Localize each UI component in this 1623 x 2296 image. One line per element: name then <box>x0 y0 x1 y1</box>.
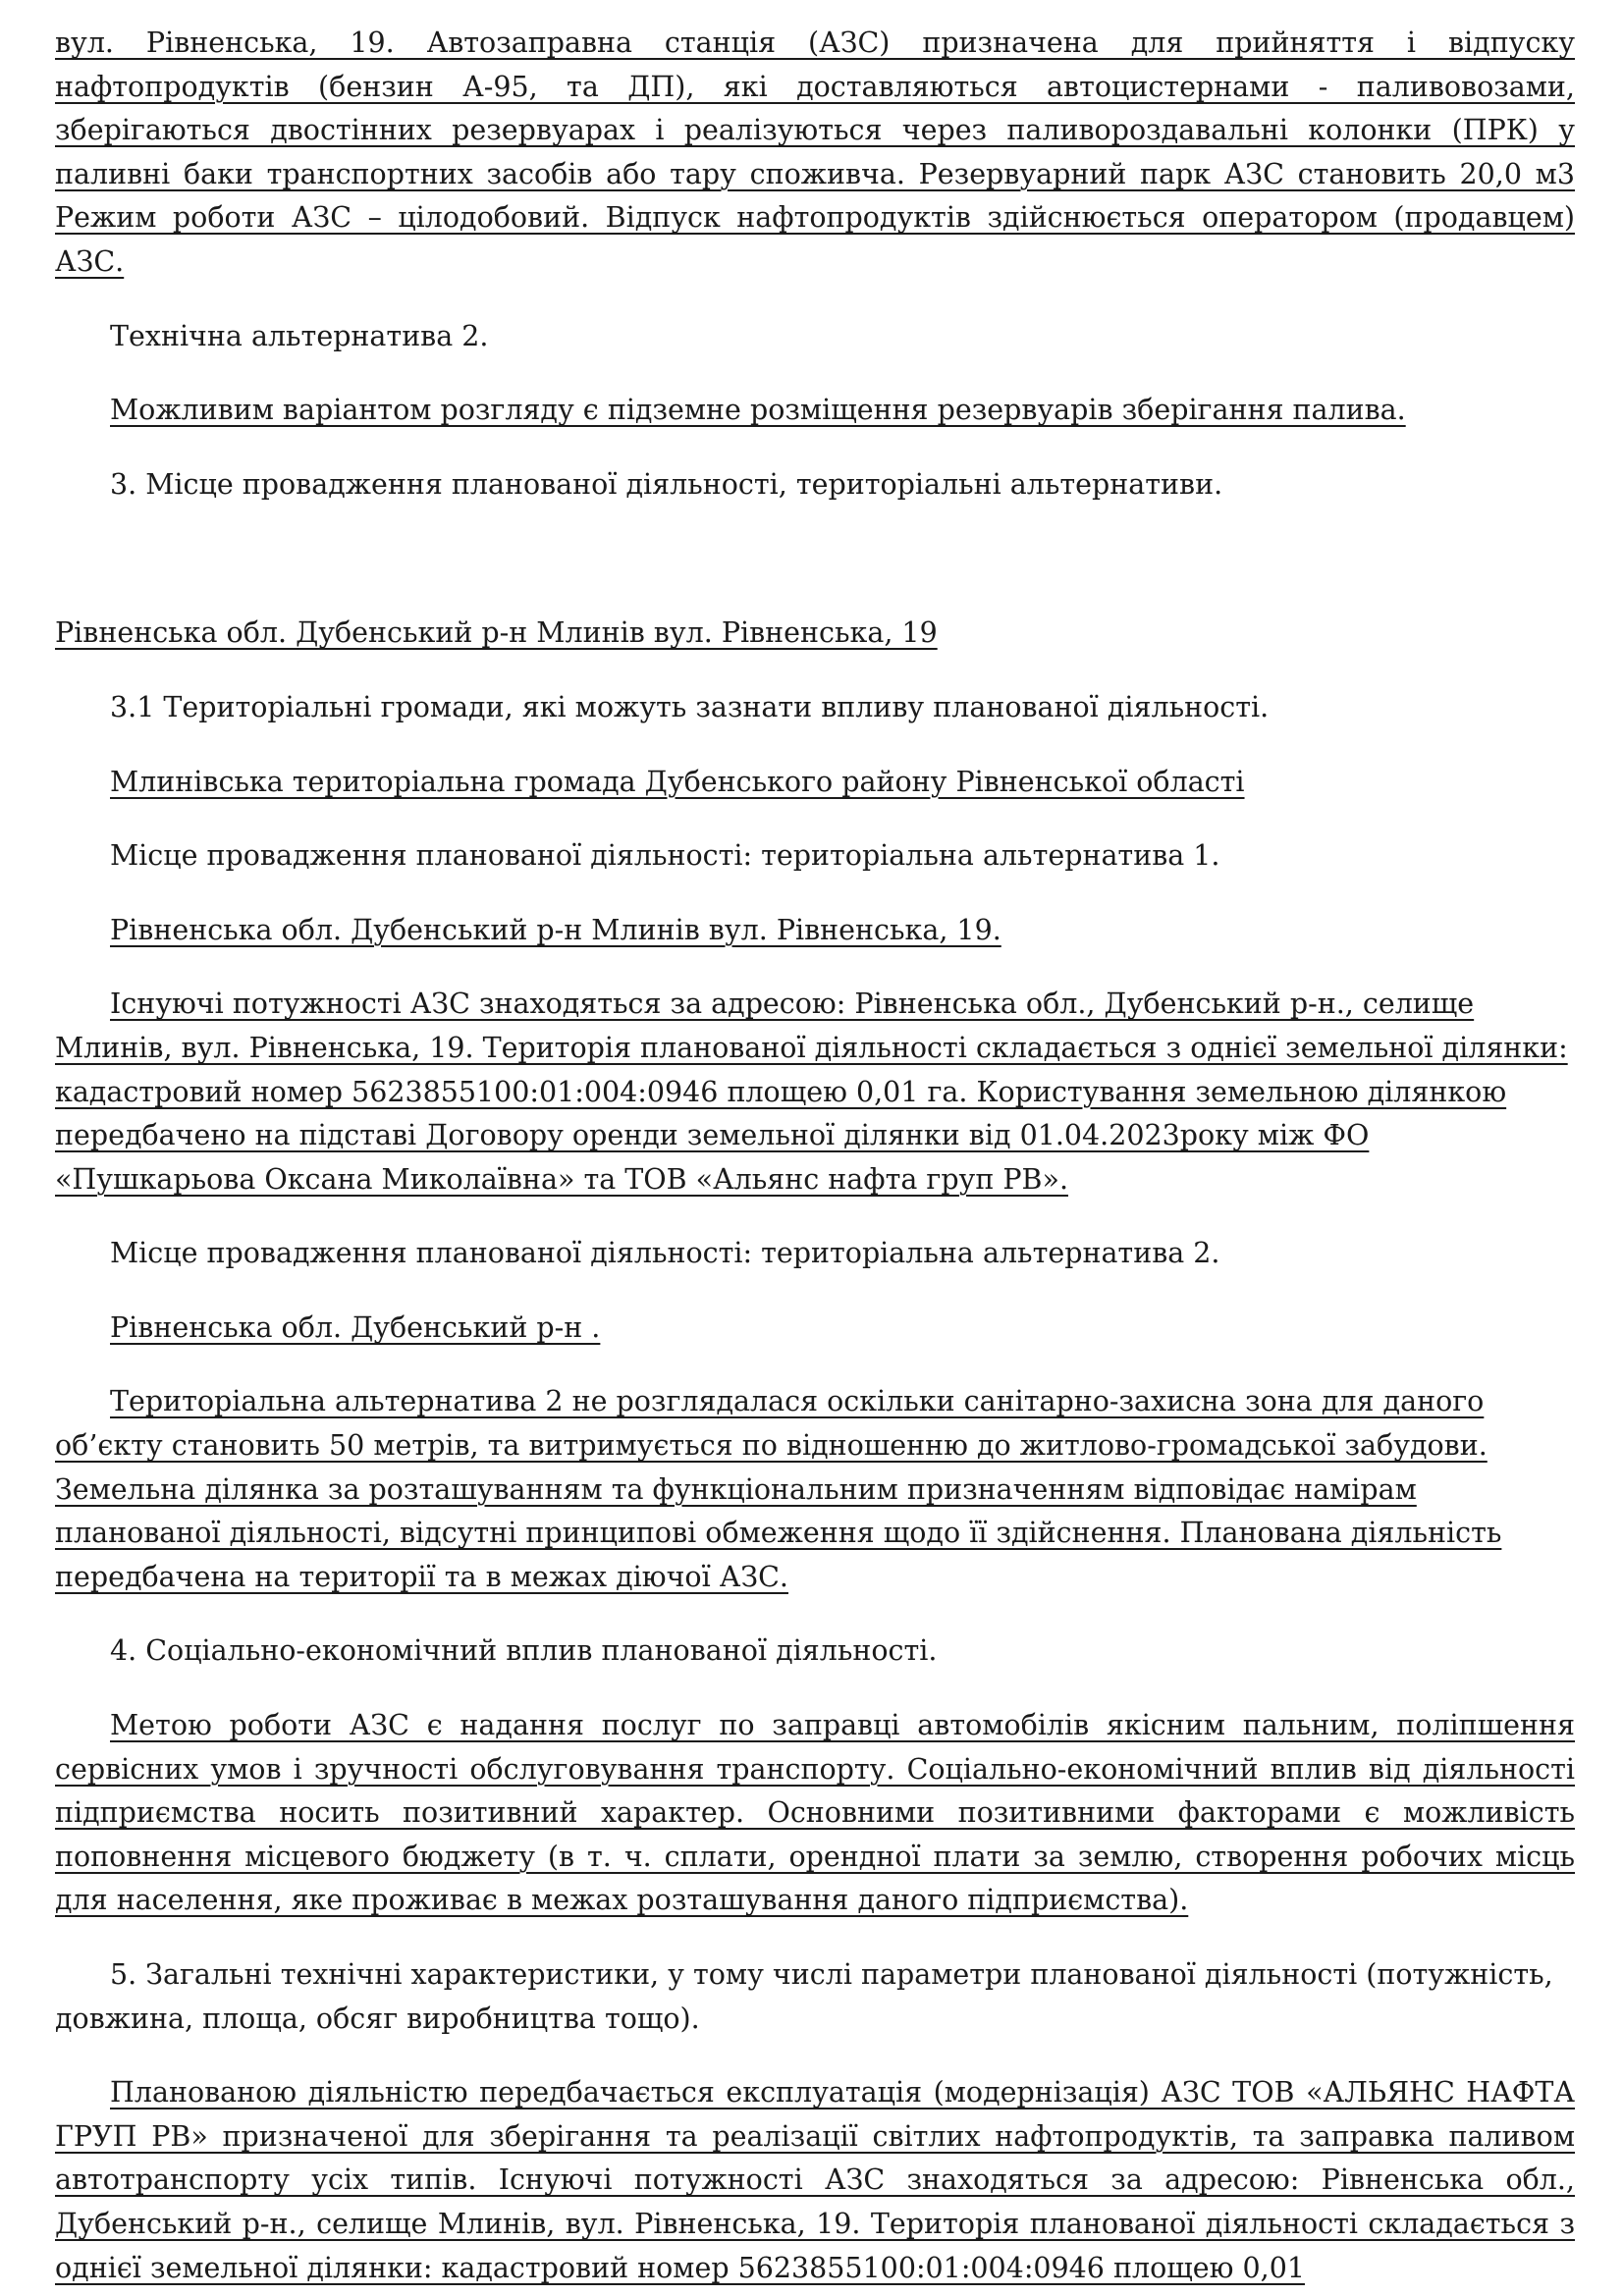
heading-section-3-1: 3.1 Територіальні громади, які можуть зазнати впливу планованої діяльності. <box>110 690 1270 723</box>
paragraph-underground-tanks: Можливим варіантом розгляду є підземне розміщення резервуарів зберігання палива. <box>110 394 1406 427</box>
paragraph-planned-activity: Планованою діяльністю передбачається експлуатація (модернізація) АЗС ТОВ «АЛЬЯНС НАФТА ГРУП РВ» призначеної для зберігання та реалізації світлих нафтопродуктів, та заправка паливом автотранспорту усіх типів. Існуючі потужності АЗС знаходяться за адресою: Рівненська обл., Дубенський р-н., селище Млинів, вул. Рівненська, 19. Територія планованої діяльності складається з однієї земельної ділянки: кадастровий номер 5623855100:01:004:0946 площею 0,01 <box>55 2076 1575 2284</box>
document-page <box>55 22 1575 2290</box>
paragraph-address-alt-1: Рівненська обл. Дубенський р-н Млинів вул. Рівненська, 19. <box>110 913 1001 946</box>
paragraph-station-description: вул. Рівненська, 19. Автозаправна станція (АЗС) призначена для прийняття і відпуску нафтопродуктів (бензин А-95, та ДП), які доставляються автоцистернами - паливовозами, зберігаються двостінних резервуарах і реалізуються через паливороздавальні колонки (ПРК) у паливні баки транспортних засобів або тару споживча. Резервуарний парк АЗС становить 20,0 м3 Режим роботи АЗС – цілодобовий. Відпуск нафтопродуктів здійснюється оператором (продавцем) АЗС. <box>55 27 1575 278</box>
paragraph-territorial-alternative-2: Місце провадження планованої діяльності: територіальна альтернатива 2. <box>110 1237 1220 1270</box>
paragraph-address-alt-2: Рівненська обл. Дубенський р-н . <box>110 1310 601 1344</box>
heading-section-4: 4. Соціально-економічний вплив планованої діяльності. <box>110 1634 938 1668</box>
paragraph-community: Млинівська територіальна громада Дубенського району Рівненської області <box>110 765 1245 798</box>
paragraph-socio-economic: Метою роботи АЗС є надання послуг по заправці автомобілів якісним пальним, поліпшення сервісних умов і зручності обслуговування транспорту. Соціально-економічний вплив від діяльності підприємства носить позитивний характер. Основними позитивними факторами є можливість поповнення місцевого бюджету (в т. ч. сплати, орендної плати за землю, створення робочих місць для населення, яке проживає в межах розташування даного підприємства). <box>55 1709 1575 1917</box>
paragraph-address: Рівненська обл. Дубенський р-н Млинів вул. Рівненська, 19 <box>55 616 938 650</box>
heading-section-5: 5. Загальні технічні характеристики, у тому числі параметри планованої діяльності (потужність, довжина, площа, обсяг виробництва тощо). <box>55 1958 1553 2035</box>
paragraph-alternative-2-reason: Територіальна альтернатива 2 не розглядалася оскільки санітарно-захисна зона для даного об’єкту становить 50 метрів, та витримується по відношенню до житлово-громадської забудови. Земельна ділянка за розташуванням та функціональним призначенням відповідає намірам планованої діяльності, відсутні принципові обмеження щодо її здійснення. Планована діяльність передбачена на території та в межах діючої АЗС. <box>55 1385 1502 1593</box>
paragraph-existing-capacity: Існуючі потужності АЗС знаходяться за адресою: Рівненська обл., Дубенський р-н., селище Млинів, вул. Рівненська, 19. Територія планованої діяльності складається з однієї земельної ділянки: кадастровий номер 5623855100:01:004:0946 площею 0,01 га. Користування земельною ділянкою передбачено на підставі Договору оренди земельної ділянки від 01.04.2023року між ФО «Пушкарьова Оксана Миколаївна» та ТОВ «Альянс нафта груп РВ». <box>55 988 1568 1196</box>
heading-section-3: 3. Місце провадження планованої діяльності, територіальні альтернативи. <box>110 467 1223 501</box>
paragraph-technical-alternative-2: Технічна альтернатива 2. <box>110 319 489 352</box>
paragraph-territorial-alternative-1: Місце провадження планованої діяльності: територіальна альтернатива 1. <box>110 839 1220 873</box>
